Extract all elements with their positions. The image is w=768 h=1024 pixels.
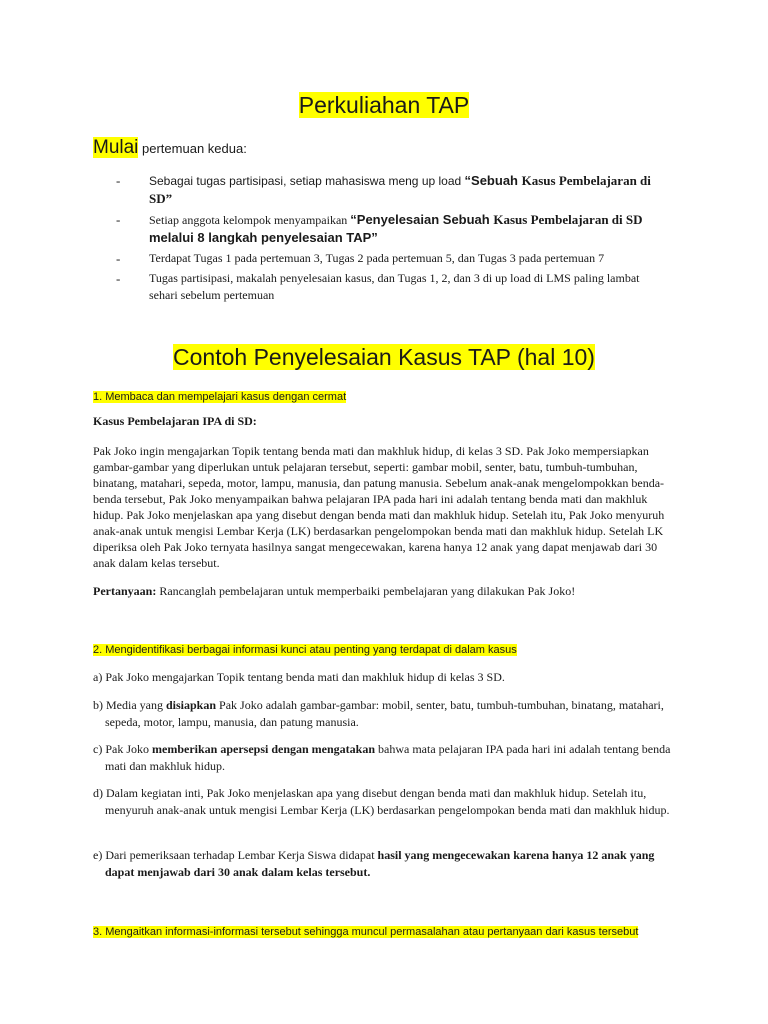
pertanyaan-label: Pertanyaan: xyxy=(93,584,157,598)
bullet-text: Tugas partisipasi, makalah penyelesaian kasus, dan Tugas 1, 2, dan 3 di up load di LMS paling lambat sehari sebelum pertemuan xyxy=(149,271,640,302)
bullet-item xyxy=(116,172,661,208)
list-item-c-post: bahwa mata pelajaran IPA pada hari ini adalah tentang benda mati dan makhluk hidup. xyxy=(105,742,671,773)
list-item-c xyxy=(93,741,685,774)
list-item-d: d) Dalam kegiatan inti, Pak Joko menjelaskan apa yang disebut dengan benda mati dan makhluk hidup. Setelah itu, menyuruh anak-anak untuk mengisi Lembar Kerja (LK) berdasarkan pengelompokan benda mati dan makhluk hidup. xyxy=(93,786,670,817)
list-item-e xyxy=(93,847,685,880)
list-item-c-bold: memberikan apersepsi dengan mengatakan xyxy=(152,742,376,756)
page-title xyxy=(0,90,768,120)
list-item-b-pre: b) Media yang xyxy=(93,698,166,712)
bullet-list xyxy=(116,172,661,308)
list-item-b-post: Pak Joko adalah gambar-gambar: mobil, senter, batu, tumbuh-tumbuhan, binatang, matahari, sepeda, motor, lampu, manusia, dan patung manusia. xyxy=(105,698,664,729)
mulai-line xyxy=(93,137,247,159)
step-1-label: 1. Membaca dan mempelajari kasus dengan cermat xyxy=(93,391,347,403)
bullet-dash: - xyxy=(116,173,121,188)
list-item-a: a) Pak Joko mengajarkan Topik tentang benda mati dan makhluk hidup di kelas 3 SD. xyxy=(93,670,505,684)
bullet-dash: - xyxy=(116,251,121,266)
bullet-1-text-b: “Sebuah xyxy=(464,173,522,188)
bullet-2-text-a: Setiap anggota kelompok menyampaikan xyxy=(149,213,351,227)
bullet-text: Terdapat Tugas 1 pada pertemuan 3, Tugas 2 pada pertemuan 5, dan Tugas 3 pada pertemuan 7 xyxy=(149,251,605,265)
bullet-dash: - xyxy=(116,212,121,227)
kasus-heading: Kasus Pembelajaran IPA di SD: xyxy=(93,414,257,428)
step-2-heading xyxy=(93,640,673,658)
pertanyaan-line xyxy=(93,583,673,599)
step-3-label: 3. Mengaitkan informasi-informasi tersebut sehingga muncul permasalahan atau pertanyaan dari kasus tersebut xyxy=(93,926,639,938)
bullet-item xyxy=(116,211,661,247)
list-item-e-bold: hasil yang mengecewakan karena hanya 12 anak yang dapat menjawab dari 30 anak dalam kelas tersebut. xyxy=(105,848,655,879)
kasus-body: Pak Joko ingin mengajarkan Topik tentang benda mati dan makhluk hidup, di kelas 3 SD. Pak Joko mempersiapkan gambar-gambar yang diperlukan untuk pelajaran tersebut, seperti: gambar mobil, senter, batu, tumbuh-tumbuhan, binatang, matahari, sepeda, motor, lampu, manusia, dan patung manusia. Sebelum anak-anak mengelompokkan benda-benda tersebut, Pak Joko menyampaikan bahwa pelajaran IPA pada hari ini adalah tentang benda mati dan makhluk hidup. Pak Joko menjelaskan apa yang disebut dengan benda mati dan makhluk hidup. Setelah itu, Pak Joko menyuruh anak-anak untuk mengisi Lembar Kerja (LK) berdasarkan pengelompokan benda mati dan makhluk hidup. Setelah LK diperiksa oleh Pak Joko ternyata hasilnya sangat mengecewakan, karena hanya 12 anak yang dapat menjawab dari 30 anak dalam kelas tersebut. xyxy=(93,444,665,570)
title-highlight: Perkuliahan TAP xyxy=(298,92,470,118)
bullet-2-text-d: melalui 8 langkah penyelesaian TAP” xyxy=(149,230,378,245)
list-item-b-bold: disiapkan xyxy=(165,698,217,712)
bullet-item xyxy=(116,250,661,267)
step-2-label: 2. Mengidentifikasi berbagai informasi kunci atau penting yang terdapat di dalam kasus xyxy=(93,644,517,656)
bullet-2-text-b: “Penyelesaian Sebuah xyxy=(350,212,494,227)
list-item-b xyxy=(93,697,685,730)
bullet-item xyxy=(116,270,661,304)
list-item-c-pre: c) Pak Joko xyxy=(93,742,152,756)
list-item-e-pre: e) Dari pemeriksaan terhadap Lembar Kerja Siswa didapat xyxy=(93,848,378,862)
section-title-highlight: Contoh Penyelesaian Kasus TAP (hal 10) xyxy=(173,344,595,370)
mulai-word: Mulai xyxy=(93,137,139,158)
pertanyaan-text: Rancanglah pembelajaran untuk memperbaiki pembelajaran yang dilakukan Pak Joko! xyxy=(156,584,576,598)
bullet-text xyxy=(149,172,661,208)
bullet-dash: - xyxy=(116,271,121,286)
bullet-1-text-a: Sebagai tugas partisipasi, setiap mahasiswa meng up load xyxy=(149,174,465,188)
bullet-text xyxy=(149,211,661,247)
bullet-1-text-c: Kasus Pembelajaran di SD” xyxy=(149,173,651,206)
mulai-rest: pertemuan kedua: xyxy=(138,141,247,156)
step-3-heading xyxy=(93,922,693,940)
step-1-heading xyxy=(93,387,673,405)
section-title xyxy=(0,342,768,372)
bullet-2-text-c: Kasus Pembelajaran di SD xyxy=(493,212,643,227)
